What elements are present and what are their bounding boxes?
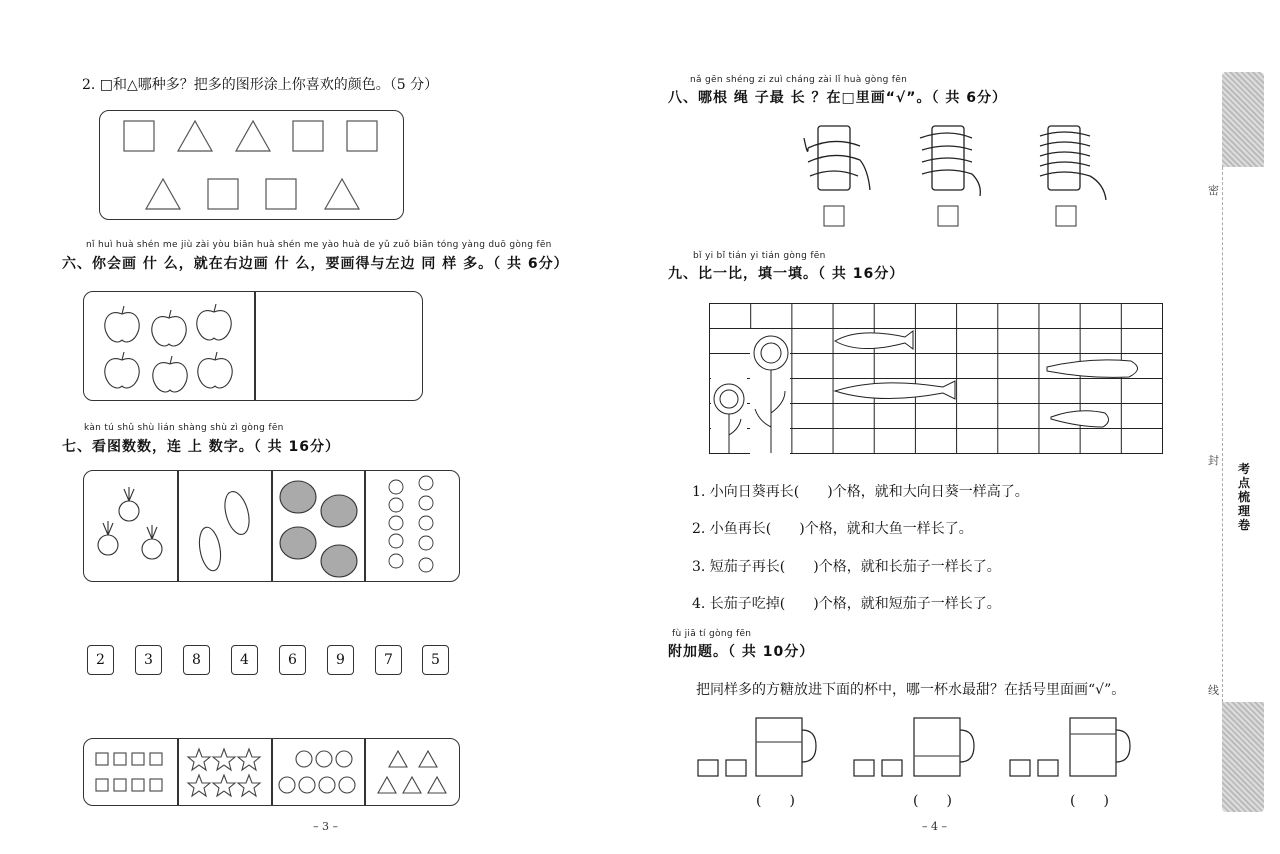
picture-count-box xyxy=(83,470,460,582)
binding-sidebar xyxy=(1208,72,1264,812)
number-box[interactable]: 2 xyxy=(87,645,114,675)
page-number-right: – 4 – xyxy=(922,820,947,833)
answer-checkbox xyxy=(824,206,844,226)
bonus-pinyin: fù jiā tí gòng fēn xyxy=(672,629,752,639)
number-box[interactable]: 7 xyxy=(375,645,402,675)
shape-count-box xyxy=(83,738,460,806)
ropes-illustration xyxy=(800,118,1120,230)
q9-item-3: 3. 短茄子再长( )个格，就和长茄子一样长了。 xyxy=(692,559,1001,575)
number-box[interactable]: 8 xyxy=(183,645,210,675)
shapes-box xyxy=(99,110,404,220)
q7-title: 七、看图数数，连 上 数字。（ 共 16分） xyxy=(62,439,340,455)
shapes-illustration xyxy=(100,111,403,219)
answer-paren[interactable]: ( ) xyxy=(756,793,795,809)
divider xyxy=(254,292,256,400)
seal-char: 封 xyxy=(1208,454,1219,467)
q9-item-4: 4. 长茄子吃掉( )个格，就和短茄子一样长了。 xyxy=(692,596,1001,612)
sidebar-label: 考点梳理卷 xyxy=(1237,462,1250,532)
q8-pinyin: nǎ gēn shéng zi zuì cháng zài lǐ huà gòng fēn xyxy=(690,75,908,85)
vegetables-illustration xyxy=(84,471,459,581)
page-number-left: – 3 – xyxy=(313,820,338,833)
q9-item-2: 2. 小鱼再长( )个格，就和大鱼一样长了。 xyxy=(692,521,973,537)
answer-checkbox xyxy=(938,206,958,226)
bonus-question: 把同样多的方糖放进下面的杯中，哪一杯水最甜？在括号里面画“√”。 xyxy=(696,682,1126,698)
q9-pinyin: bǐ yi bǐ tián yi tián gòng fēn xyxy=(693,251,826,261)
apples-box xyxy=(83,291,423,401)
q8-title: 八、哪根 绳 子最 长 ？在□里画“√”。（ 共 6分） xyxy=(668,90,1007,106)
number-box[interactable]: 9 xyxy=(327,645,354,675)
number-box[interactable]: 4 xyxy=(231,645,258,675)
cups-illustration xyxy=(694,712,1144,784)
shapes-count-illustration xyxy=(84,739,459,805)
answer-paren[interactable]: ( ) xyxy=(1070,793,1109,809)
q9-title: 九、比一比，填一填。（ 共 16分） xyxy=(668,266,905,282)
question-2-text: 2. □和△哪种多？把多的图形涂上你喜欢的颜色。（5 分） xyxy=(82,77,439,93)
apples-illustration xyxy=(94,298,244,394)
q9-item-1: 1. 小向日葵再长( )个格，就和大向日葵一样高了。 xyxy=(692,484,1029,500)
bonus-title: 附加题。（ 共 10分） xyxy=(668,644,815,660)
answer-paren[interactable]: ( ) xyxy=(913,793,952,809)
comparison-grid xyxy=(709,303,1164,455)
sidebar-pattern-bottom xyxy=(1222,702,1264,812)
number-box[interactable]: 3 xyxy=(135,645,162,675)
answer-checkbox xyxy=(1056,206,1076,226)
seal-char: 密 xyxy=(1208,184,1219,197)
number-box[interactable]: 6 xyxy=(279,645,306,675)
q6-title: 六、你会画 什 么，就在右边画 什 么，要画得与左边 同 样 多。（ 共 6分） xyxy=(62,256,569,272)
sidebar-pattern-top xyxy=(1222,72,1264,167)
q7-pinyin: kàn tú shǔ shù lián shàng shù zì gòng fēn xyxy=(84,423,284,433)
seal-char: 线 xyxy=(1208,684,1219,697)
number-box[interactable]: 5 xyxy=(422,645,449,675)
q6-pinyin: nǐ huì huà shén me jiù zài yòu biān huà shén me yào huà de yǔ zuǒ biān tóng yàng duō gòng fēn xyxy=(86,240,552,250)
